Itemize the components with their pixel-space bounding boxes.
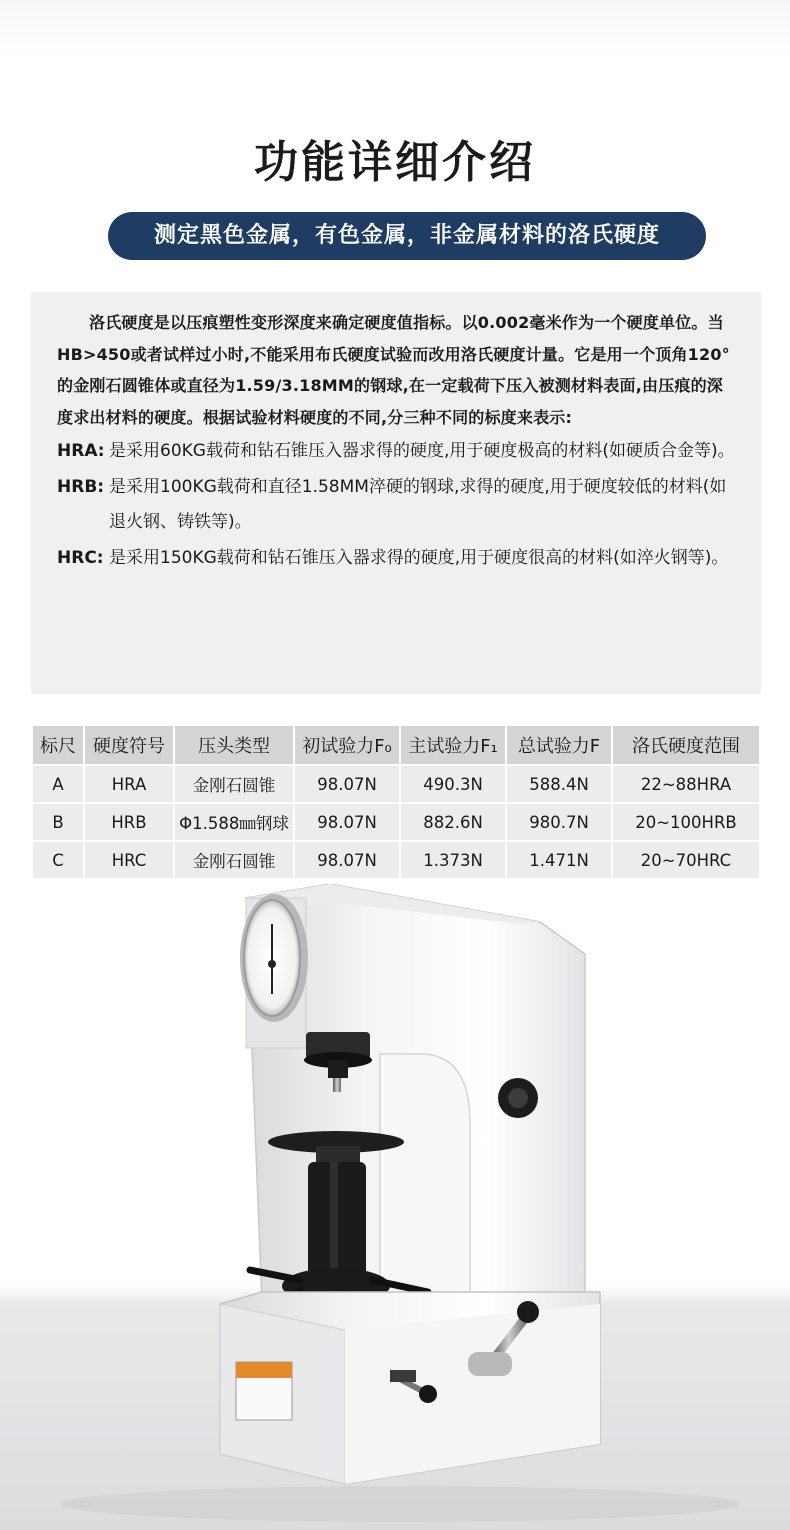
page-title: 功能详细介绍 (254, 137, 536, 188)
table-header-cell: 主试验力F₁ (401, 726, 505, 764)
table-header-cell: 洛氏硬度范围 (613, 726, 759, 764)
scale-text: 是采用150KG载荷和钻石锥压入器求得的硬度,用于硬度很高的材料(如淬火钢等)。 (109, 548, 729, 568)
table-cell: 金刚石圆锥 (175, 766, 293, 802)
table-row (33, 842, 759, 878)
table-cell: 490.3N (401, 766, 505, 802)
table-cell: 980.7N (507, 804, 611, 840)
subtitle-banner: 测定黑色金属，有色金属，非金属材料的洛氏硬度 (108, 212, 706, 260)
table-cell: 98.07N (295, 842, 399, 878)
table-cell: C (33, 842, 83, 878)
table-cell: 98.07N (295, 804, 399, 840)
description-panel (31, 292, 761, 694)
table-cell: 20~100HRB (613, 804, 759, 840)
table-row (33, 766, 759, 802)
table-header-cell: 总试验力F (507, 726, 611, 764)
table-header-cell: 初试验力F₀ (295, 726, 399, 764)
table-cell: 金刚石圆锥 (175, 842, 293, 878)
intro-paragraph: 洛氏硬度是以压痕塑性变形深度来确定硬度值指标。以0.002毫米作为一个硬度单位。当HB>450或者试样过小时,不能采用布氏硬度试验而改用洛氏硬度计量。它是用一个顶角120°的金刚石圆锥体或直径为1.59/3.18MM的钢球,在一定载荷下压入被测材料表面,由压痕的深度求出材料的硬度。根据试验材料硬度的不同,分三种不同的标度来表示: (57, 313, 730, 427)
table-cell: 20~70HRC (613, 842, 759, 878)
table-header-row (33, 726, 759, 764)
table-cell: 1.373N (401, 842, 505, 878)
scale-label: HRC: (57, 548, 104, 568)
top-fade (0, 0, 790, 62)
table-cell: 882.6N (401, 804, 505, 840)
scale-item-hra (57, 434, 735, 469)
table-header-cell: 硬度符号 (85, 726, 173, 764)
table-cell: 588.4N (507, 766, 611, 802)
hardness-tester-photo (0, 884, 790, 1530)
table-header-cell: 压头类型 (175, 726, 293, 764)
table-header-cell: 标尺 (33, 726, 83, 764)
scale-text: 是采用60KG载荷和钻石锥压入器求得的硬度,用于硬度极高的材料(如硬质合金等)。 (109, 441, 735, 461)
table-cell: HRC (85, 842, 173, 878)
table-row (33, 804, 759, 840)
table-cell: Φ1.588㎜钢球 (175, 804, 293, 840)
scale-item-hrc (57, 541, 735, 576)
spec-table (31, 724, 761, 880)
scale-label: HRB: (57, 477, 105, 497)
table-cell: HRB (85, 804, 173, 840)
table-cell: 1.471N (507, 842, 611, 878)
table-cell: 22~88HRA (613, 766, 759, 802)
table-cell: 98.07N (295, 766, 399, 802)
scale-item-hrb (57, 470, 735, 540)
table-cell: A (33, 766, 83, 802)
table-cell: B (33, 804, 83, 840)
scale-text: 是采用100KG载荷和直径1.58MM淬硬的钢球,求得的硬度,用于硬度较低的材料(如退火钢、铸铁等)。 (109, 477, 727, 532)
scale-label: HRA: (57, 441, 105, 461)
table-cell: HRA (85, 766, 173, 802)
